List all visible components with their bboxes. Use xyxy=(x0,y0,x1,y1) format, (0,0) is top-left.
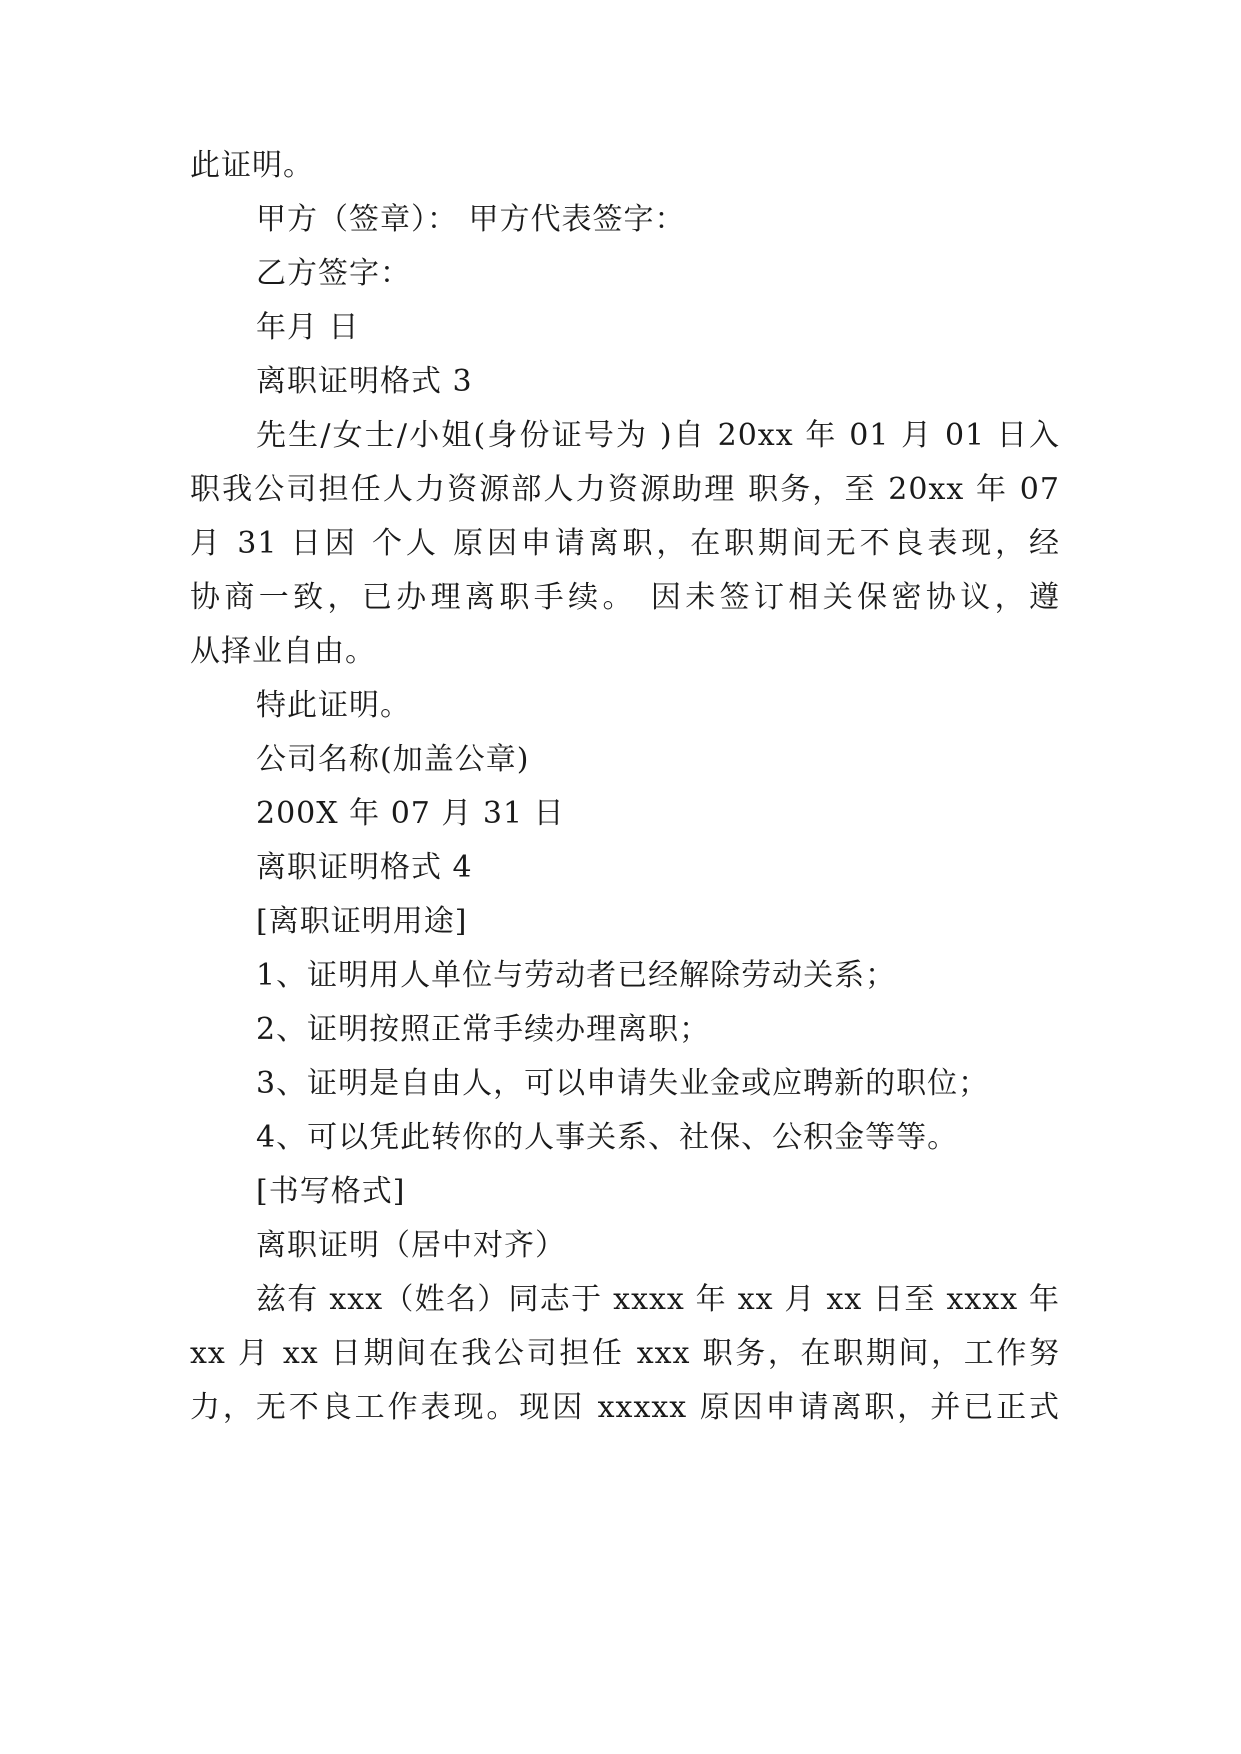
text-line: 此证明。 xyxy=(190,148,314,183)
text-line: 职我公司担任人力资源部人力资源助理 职务，至 20xx 年 07 xyxy=(190,472,1060,507)
text-line: 公司名称(加盖公章) xyxy=(256,742,530,777)
text-line: 年月 日 xyxy=(256,310,360,345)
section-heading: 离职证明格式 3 xyxy=(256,364,473,399)
list-item: 3、证明是自由人，可以申请失业金或应聘新的职位； xyxy=(256,1066,990,1101)
list-item: 2、证明按照正常手续办理离职； xyxy=(256,1012,711,1047)
text-line: 从择业自由。 xyxy=(190,634,376,669)
text-line: xx 月 xx 日期间在我公司担任 xxx 职务，在职期间，工作努 xyxy=(190,1336,1060,1371)
text-line: [离职证明用途] xyxy=(256,904,468,939)
text-line: 力，无不良工作表现。现因 xxxxx 原因申请离职，并已正式 xyxy=(190,1390,1060,1425)
text-line: 离职证明（居中对齐） xyxy=(256,1228,566,1263)
text-line: 协商一致，已办理离职手续。 因未签订相关保密协议，遵 xyxy=(190,580,1060,615)
section-heading: 离职证明格式 4 xyxy=(256,850,473,885)
list-item: 4、可以凭此转你的人事关系、社保、公积金等等。 xyxy=(256,1120,959,1155)
text-line: 甲方（签章）： 甲方代表签字： xyxy=(256,202,686,237)
text-line: 200X 年 07 月 31 日 xyxy=(256,796,565,831)
text-line: 兹有 xxx（姓名）同志于 xxxx 年 xx 月 xx 日至 xxxx 年 xyxy=(256,1282,1060,1317)
text-line: 特此证明。 xyxy=(256,688,411,723)
text-line: 乙方签字： xyxy=(256,256,411,291)
text-line: 月 31 日因 个人 原因申请离职，在职期间无不良表现，经 xyxy=(190,526,1060,561)
list-item: 1、证明用人单位与劳动者已经解除劳动关系； xyxy=(256,958,897,993)
text-line: [书写格式] xyxy=(256,1174,406,1209)
text-line: 先生/女士/小姐(身份证号为 )自 20xx 年 01 月 01 日入 xyxy=(256,418,1060,453)
